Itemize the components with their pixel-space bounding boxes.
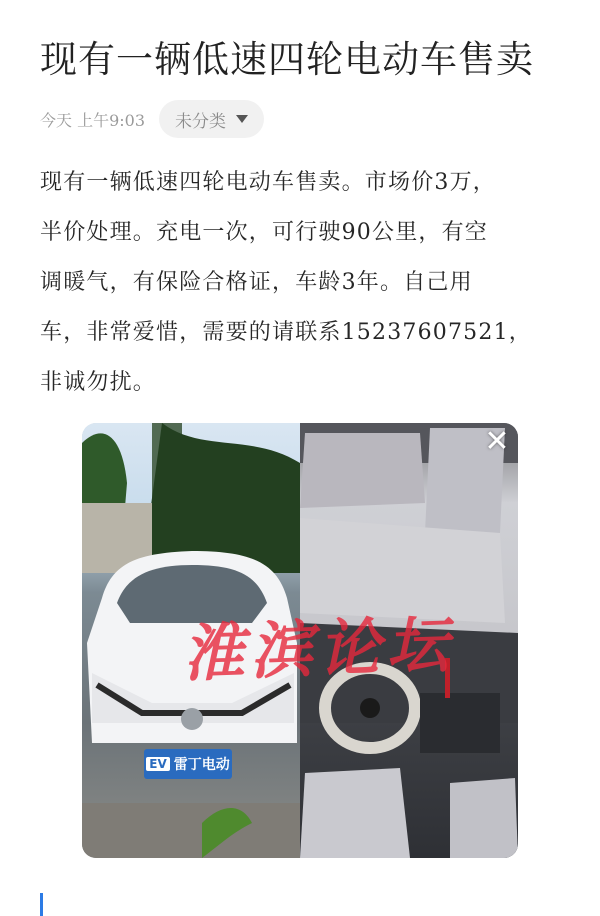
body-line: 车，非常爱惜，需要的请联系15237607521， <box>40 320 532 345</box>
category-label: 未分类 <box>175 111 227 132</box>
post-title: 现有一辆低速四轮电动车售卖 <box>40 38 534 81</box>
caret-down-icon <box>236 115 248 123</box>
post-image[interactable] <box>82 423 518 858</box>
text-cursor <box>40 893 43 916</box>
forum-watermark: 淮滨论坛 <box>181 607 456 691</box>
license-plate <box>144 749 232 779</box>
category-dropdown[interactable] <box>159 100 264 138</box>
post-meta <box>40 100 264 138</box>
body-line: 现有一辆低速四轮电动车售卖。市场价3万， <box>40 170 496 195</box>
ev-badge: EV <box>146 757 169 771</box>
body-line: 调暖气，有保险合格证，车龄3年。自己用 <box>40 270 473 295</box>
body-line: 非诚勿扰。 <box>40 370 157 395</box>
post-time: 今天 上午9:03 <box>40 110 146 130</box>
close-icon[interactable]: ✕ <box>484 424 510 459</box>
post-body <box>40 158 570 408</box>
body-line: 半价处理。充电一次，可行驶90公里，有空 <box>40 220 488 245</box>
plate-text: 雷丁电动 <box>173 757 230 773</box>
